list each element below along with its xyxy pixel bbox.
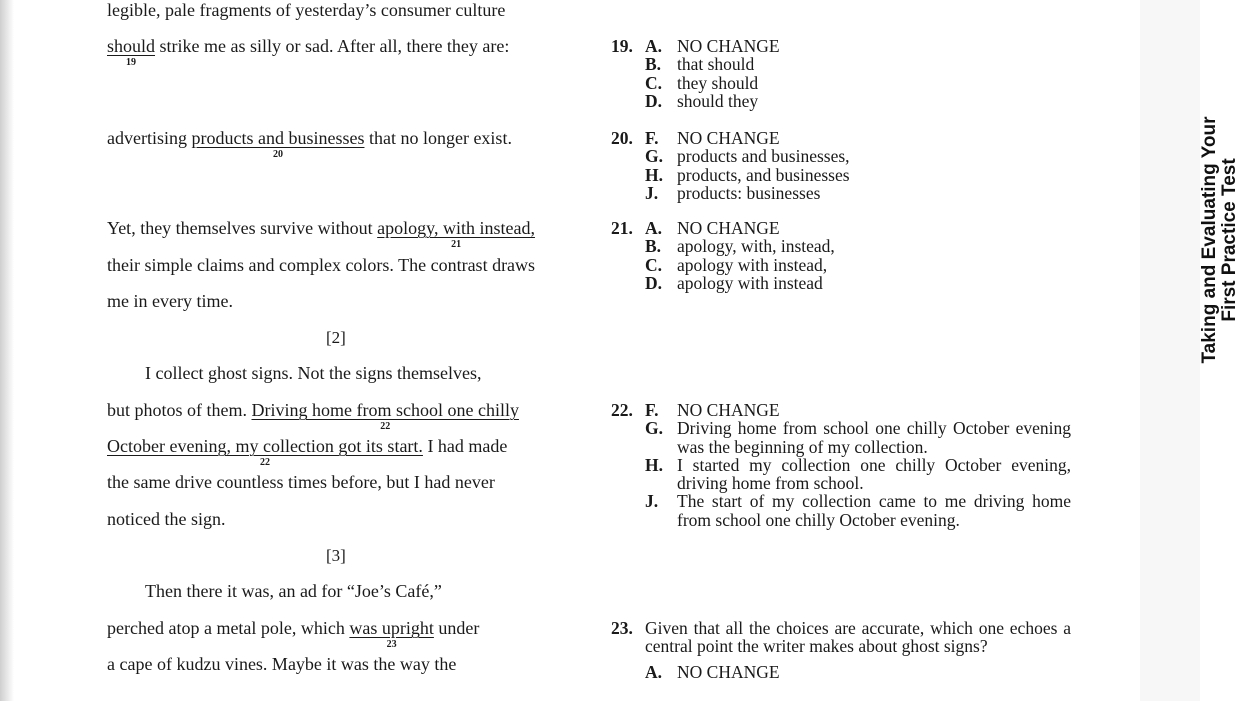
passage-line: Yet, they themselves survive without apology, with instead, 21 (107, 218, 535, 250)
underlined-segment-22: Driving home from school one chilly 22 (251, 400, 519, 432)
question-19 (611, 37, 1071, 110)
paragraph-marker-3: [3] (326, 546, 346, 565)
option-20-j[interactable]: J. products: businesses (645, 182, 821, 203)
passage-line: should 19 strike me as silly or sad. After all, there they are: (107, 36, 510, 68)
option-20-g[interactable]: G. products and businesses, (645, 146, 850, 167)
passage-line: a cape of kudzu vines. Maybe it was the way the (107, 654, 457, 674)
option-21-c[interactable]: C. apology with instead, (645, 254, 828, 275)
passage-line: noticed the sign. (107, 509, 226, 529)
question-20 (611, 129, 1071, 202)
option-20-f[interactable]: 20. F. NO CHANGE (611, 128, 780, 148)
question-22 (611, 401, 1071, 529)
passage-line: advertising products and businesses 20 that no longer exist. (107, 128, 512, 160)
passage-line: legible, pale fragments of yesterday’s consumer culture (107, 0, 506, 20)
option-19-c[interactable]: C. they should (645, 72, 759, 93)
passage-line: but photos of them. Driving home from school one chilly 22 (107, 400, 519, 432)
option-22-h[interactable]: H. I started my collection one chilly October evening, driving home from school. (645, 454, 1071, 494)
chapter-sidebar (1140, 0, 1200, 701)
question-ref-21: 21 (451, 239, 462, 250)
underlined-segment-22-cont: October evening, my collection got its start. 22 (107, 436, 423, 468)
question-ref-20: 20 (272, 149, 283, 160)
passage-line: October evening, my collection got its start. 22 I had made (107, 436, 508, 468)
option-22-g[interactable]: G. Driving home from school one chilly October evening was the beginning of my collection. (645, 418, 1071, 457)
page-edge-shadow (0, 0, 14, 701)
option-22-f[interactable]: 22. F. NO CHANGE (611, 400, 780, 420)
paragraph-marker-2: [2] (326, 328, 346, 347)
question-23 (611, 619, 1071, 681)
passage-line: I collect ghost signs. Not the signs themselves, (145, 363, 482, 383)
question-ref-23: 23 (386, 639, 397, 650)
option-21-d[interactable]: D. apology with instead (645, 272, 823, 293)
passage-line: Then there it was, an ad for “Joe’s Café,” (145, 581, 442, 601)
question-21 (611, 219, 1071, 292)
underlined-segment-19: should 19 (107, 36, 156, 68)
question-ref-19: 19 (126, 57, 136, 68)
question-ref-22: 22 (259, 457, 270, 468)
passage-line: perched atop a metal pole, which was upright 23 under (107, 618, 480, 650)
option-22-j[interactable]: J. The start of my collection came to me driving home from school one chilly October evening. (645, 491, 1071, 530)
option-19-d[interactable]: D. should they (645, 90, 759, 111)
option-23-a[interactable]: A. NO CHANGE (645, 661, 780, 682)
option-21-b[interactable]: B. apology, with, instead, (645, 236, 835, 257)
option-20-h[interactable]: H. products, and businesses (645, 164, 850, 185)
question-23-stem: 23. Given that all the choices are accurate, which one echoes a central point the writer makes about ghost signs? (611, 618, 1071, 657)
passage-line: the same drive countless times before, but I had never (107, 472, 495, 492)
option-19-b[interactable]: B. that should (645, 54, 755, 75)
option-21-a[interactable]: 21. A. NO CHANGE (611, 218, 780, 238)
passage-line: their simple claims and complex colors. The contrast draws (107, 255, 536, 275)
passage-line: me in every time. (107, 291, 233, 311)
chapter-title: Taking and Evaluating Your First Practice Test (1199, 116, 1240, 364)
underlined-segment-20: products and businesses 20 (191, 128, 365, 160)
underlined-segment-21: apology, with instead, 21 (377, 218, 535, 250)
underlined-segment-23: was upright 23 (349, 618, 434, 650)
option-19-a[interactable]: 19. A. NO CHANGE (611, 36, 780, 56)
question-ref-22: 22 (380, 421, 391, 432)
